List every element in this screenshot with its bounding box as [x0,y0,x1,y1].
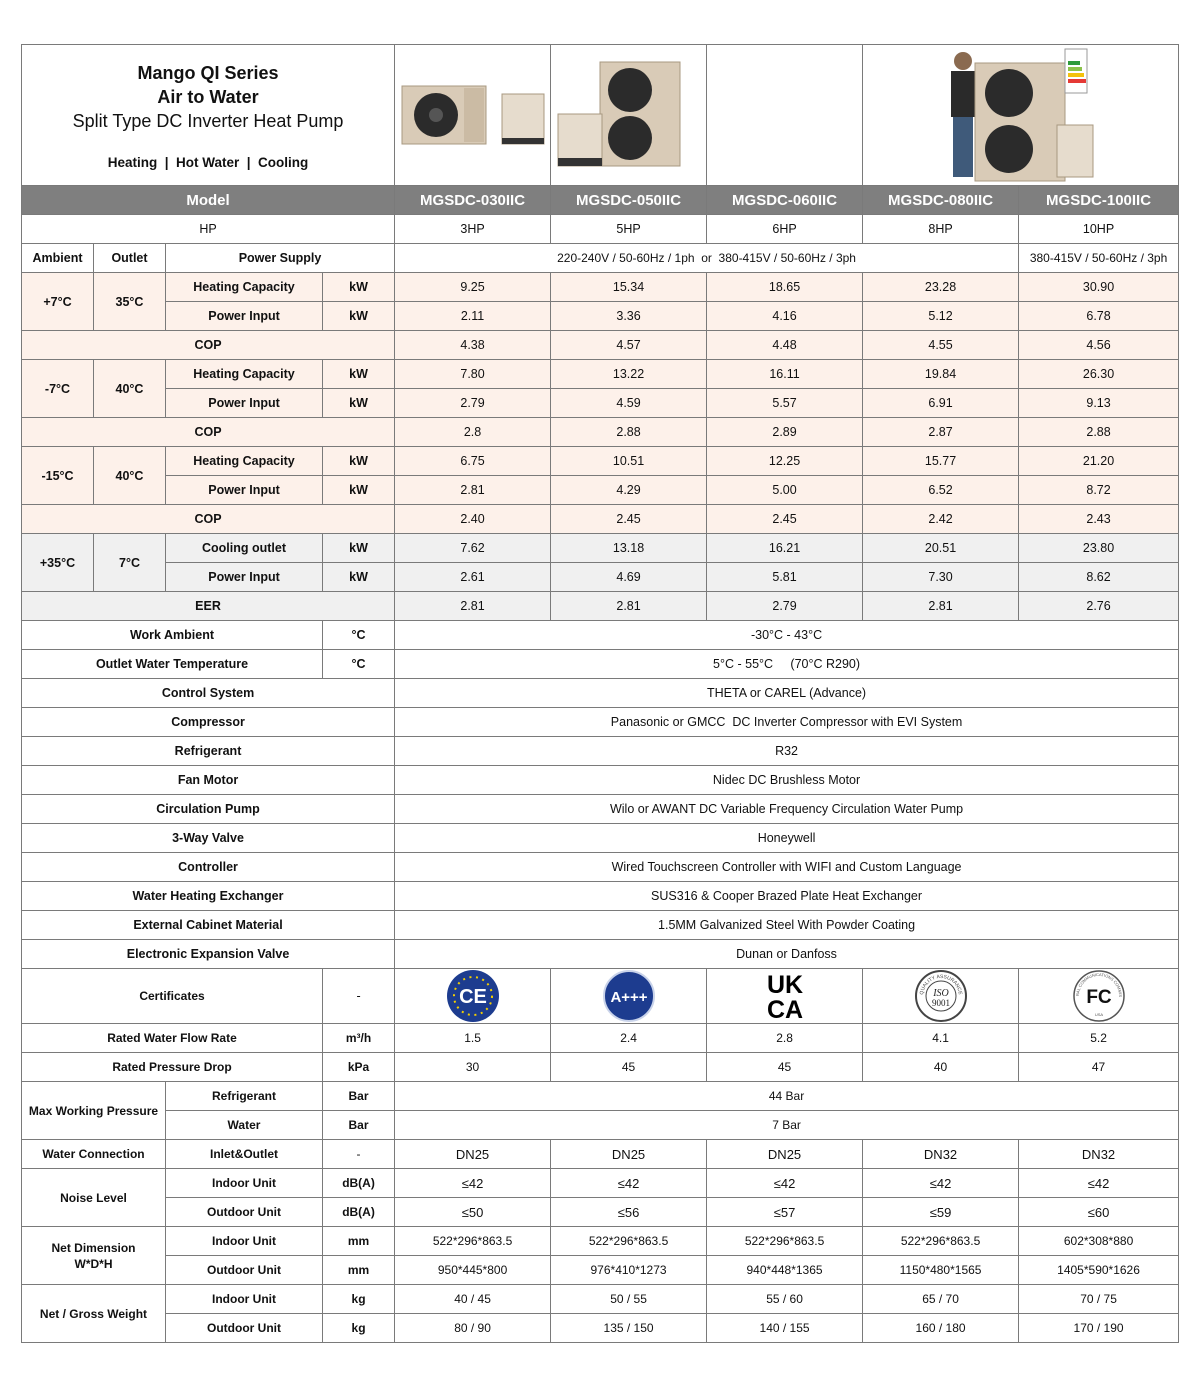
outdoor-noise-value: ≤50 [395,1198,551,1227]
unit-label: kW [323,360,395,389]
spec-label: Controller [22,853,395,882]
noise-level-label: Noise Level [22,1169,166,1227]
pressure-drop-label: Rated Pressure Drop [22,1053,323,1082]
outdoor-weight-value: 140 / 155 [707,1314,863,1343]
product-image-080-100 [863,45,1179,186]
eer-value: 2.76 [1019,592,1179,621]
cop-value: 2.40 [395,505,551,534]
eer-label: EER [22,592,395,621]
outlet-value: 7°C [94,534,166,592]
cop-value: 2.45 [551,505,707,534]
ambient-value: +7°C [22,273,94,331]
unit-label: dB(A) [323,1169,395,1198]
cooling-value: 20.51 [863,534,1019,563]
unit-label: kW [323,447,395,476]
power-input-value: 5.81 [707,563,863,592]
cop-value: 2.88 [551,418,707,447]
cop-label: COP [22,331,395,360]
unit-label: °C [323,650,395,679]
indoor-dimension-value: 522*296*863.5 [551,1227,707,1256]
pressure-drop-value: 45 [707,1053,863,1082]
outdoor-dimension-value: 950*445*800 [395,1256,551,1285]
max-pressure-label: Max Working Pressure [22,1082,166,1140]
indoor-dimension-value: 522*296*863.5 [863,1227,1019,1256]
weight-label: Net / Gross Weight [22,1285,166,1343]
ambient-value: -15°C [22,447,94,505]
cop-label: COP [22,505,395,534]
cop-value: 2.89 [707,418,863,447]
series-title: Mango QI Series [137,62,279,83]
outdoor-unit-label: Outdoor Unit [166,1256,323,1285]
ambient-header: Ambient [22,244,94,273]
indoor-dimension-value: 602*308*880 [1019,1227,1179,1256]
flow-rate-label: Rated Water Flow Rate [22,1024,323,1053]
cooling-value: 13.18 [551,534,707,563]
refrigerant-pressure-label: Refrigerant [166,1082,323,1111]
cooling-outlet-label: Cooling outlet [166,534,323,563]
refrigerant-pressure-value: 44 Bar [395,1082,1179,1111]
indoor-noise-value: ≤42 [863,1169,1019,1198]
power-input-value: 2.11 [395,302,551,331]
cop-value: 4.48 [707,331,863,360]
spec-label: Circulation Pump [22,795,395,824]
indoor-unit-label: Indoor Unit [166,1285,323,1314]
unit-label: kW [323,534,395,563]
cop-value: 2.87 [863,418,1019,447]
spec-value: Nidec DC Brushless Motor [395,766,1179,795]
ce-cert-cell [395,969,551,1024]
outlet-temp-label: Outlet Water Temperature [22,650,323,679]
ambient-value: -7°C [22,360,94,418]
spec-value: Wilo or AWANT DC Variable Frequency Circulation Water Pump [395,795,1179,824]
pressure-drop-value: 30 [395,1053,551,1082]
unit-label: kW [323,302,395,331]
fcc-text: FC [1085,987,1112,1008]
water-pressure-value: 7 Bar [395,1111,1179,1140]
indoor-noise-value: ≤42 [551,1169,707,1198]
model-name: MGSDC-050IIC [551,186,707,215]
eer-value: 2.81 [863,592,1019,621]
heating-capacity-value: 7.80 [395,360,551,389]
spec-value: THETA or CAREL (Advance) [395,679,1179,708]
unit-label: m³/h [323,1024,395,1053]
indoor-noise-value: ≤42 [707,1169,863,1198]
outdoor-unit-label: Outdoor Unit [166,1198,323,1227]
indoor-weight-value: 40 / 45 [395,1285,551,1314]
hp-value: 10HP [1019,215,1179,244]
spec-label: Compressor [22,708,395,737]
cop-value: 4.56 [1019,331,1179,360]
outdoor-dimension-value: 976*410*1273 [551,1256,707,1285]
cop-value: 4.57 [551,331,707,360]
cop-value: 4.55 [863,331,1019,360]
outdoor-noise-value: ≤59 [863,1198,1019,1227]
power-input-value: 2.61 [395,563,551,592]
water-connection-value: DN32 [1019,1140,1179,1169]
water-connection-label: Water Connection [22,1140,166,1169]
power-input-value: 5.00 [707,476,863,505]
ukca-cert-cell [707,969,863,1024]
iso-ring-text: QUALITY ASSURANCE [918,973,963,996]
unit-label: mm [323,1256,395,1285]
unit-label: Bar [323,1082,395,1111]
cop-value: 2.42 [863,505,1019,534]
power-input-label: Power Input [166,389,323,418]
outlet-value: 40°C [94,447,166,505]
ce-mark-icon [446,969,500,1023]
unit-label: Bar [323,1111,395,1140]
heating-capacity-value: 26.30 [1019,360,1179,389]
product-image-050 [551,45,707,186]
heating-capacity-label: Heating Capacity [166,273,323,302]
pressure-drop-value: 47 [1019,1053,1179,1082]
spec-value: Dunan or Danfoss [395,940,1179,969]
model-name: MGSDC-100IIC [1019,186,1179,215]
heating-capacity-label: Heating Capacity [166,447,323,476]
product-image-030 [395,45,551,186]
heating-capacity-value: 15.34 [551,273,707,302]
indoor-weight-value: 55 / 60 [707,1285,863,1314]
flow-rate-value: 4.1 [863,1024,1019,1053]
indoor-unit-label: Indoor Unit [166,1169,323,1198]
spec-label: Fan Motor [22,766,395,795]
energy-class-text: A+++ [609,989,648,1006]
power-input-value: 6.91 [863,389,1019,418]
iso-9001-icon [914,969,968,1023]
indoor-noise-value: ≤42 [395,1169,551,1198]
power-input-value: 6.78 [1019,302,1179,331]
heating-capacity-value: 19.84 [863,360,1019,389]
unit-label: kg [323,1314,395,1343]
indoor-noise-value: ≤42 [1019,1169,1179,1198]
outdoor-dimension-value: 1150*480*1565 [863,1256,1019,1285]
eer-value: 2.81 [551,592,707,621]
spec-label: Electronic Expansion Valve [22,940,395,969]
cop-value: 2.88 [1019,418,1179,447]
outdoor-weight-value: 80 / 90 [395,1314,551,1343]
indoor-weight-value: 65 / 70 [863,1285,1019,1314]
outdoor-noise-value: ≤57 [707,1198,863,1227]
heating-capacity-value: 30.90 [1019,273,1179,302]
spec-label: 3-Way Valve [22,824,395,853]
hp-value: 8HP [863,215,1019,244]
ukca-bottom-text: CA [766,996,803,1023]
eer-value: 2.79 [707,592,863,621]
spec-value: SUS316 & Cooper Brazed Plate Heat Exchanger [395,882,1179,911]
outdoor-unit-large-with-person-image [941,45,1101,185]
power-input-value: 4.29 [551,476,707,505]
fcc-usa-text: USA [1094,1012,1103,1017]
ukca-mark-icon [758,969,812,1023]
series-type: Split Type DC Inverter Heat Pump [72,110,344,131]
iso-number-text: 9001 [931,998,950,1008]
unit-label: kPa [323,1053,395,1082]
series-subtitle: Air to Water [157,86,259,107]
eer-value: 2.81 [395,592,551,621]
water-connection-value: DN25 [707,1140,863,1169]
work-ambient-label: Work Ambient [22,621,323,650]
water-connection-value: DN32 [863,1140,1019,1169]
heating-capacity-label: Heating Capacity [166,360,323,389]
spec-value: 1.5MM Galvanized Steel With Powder Coating [395,911,1179,940]
fcc-mark-icon [1072,969,1126,1023]
power-input-value: 4.59 [551,389,707,418]
unit-label: dB(A) [323,1198,395,1227]
power-input-value: 2.81 [395,476,551,505]
spec-value: Panasonic or GMCC DC Inverter Compressor with EVI System [395,708,1179,737]
power-input-value: 3.36 [551,302,707,331]
heating-capacity-value: 16.11 [707,360,863,389]
power-input-label: Power Input [166,563,323,592]
model-name: MGSDC-080IIC [863,186,1019,215]
water-connection-value: DN25 [551,1140,707,1169]
fcc-ring-text: RAL COMMUNICATIONS COMMIS [1074,971,1123,998]
spec-value: R32 [395,737,1179,766]
certificates-label: Certificates [22,969,323,1024]
title-block [22,45,395,186]
hp-label: HP [22,215,395,244]
power-input-value: 4.16 [707,302,863,331]
power-input-value: 8.62 [1019,563,1179,592]
heating-capacity-value: 15.77 [863,447,1019,476]
pressure-drop-value: 45 [551,1053,707,1082]
heating-capacity-value: 23.28 [863,273,1019,302]
net-dimension-label: Net Dimension W*D*H [22,1227,166,1285]
outdoor-unit-double-fan-image [554,60,704,170]
water-connection-value: DN25 [395,1140,551,1169]
inlet-outlet-label: Inlet&Outlet [166,1140,323,1169]
power-input-value: 2.79 [395,389,551,418]
hp-value: 5HP [551,215,707,244]
pressure-drop-value: 40 [863,1053,1019,1082]
heating-capacity-value: 6.75 [395,447,551,476]
outdoor-unit-label: Outdoor Unit [166,1314,323,1343]
indoor-weight-value: 50 / 55 [551,1285,707,1314]
outdoor-weight-value: 160 / 180 [863,1314,1019,1343]
heating-capacity-value: 10.51 [551,447,707,476]
work-ambient-value: -30°C - 43°C [395,621,1179,650]
model-name: MGSDC-060IIC [707,186,863,215]
indoor-unit-label: Indoor Unit [166,1227,323,1256]
product-image-060 [707,45,863,186]
operation-modes: Heating | Hot Water | Cooling [107,154,309,170]
outdoor-weight-value: 170 / 190 [1019,1314,1179,1343]
power-supply-value: 220-240V / 50-60Hz / 1ph or 380-415V / 50-60Hz / 3ph [395,244,1019,273]
fcc-cert-cell [1019,969,1179,1024]
water-pressure-label: Water [166,1111,323,1140]
spec-label: Water Heating Exchanger [22,882,395,911]
energy-cert-cell [551,969,707,1024]
cop-value: 2.45 [707,505,863,534]
unit-label: kW [323,389,395,418]
power-input-label: Power Input [166,476,323,505]
hp-value: 6HP [707,215,863,244]
unit-label: kW [323,563,395,592]
cooling-value: 23.80 [1019,534,1179,563]
outdoor-noise-value: ≤60 [1019,1198,1179,1227]
flow-rate-value: 1.5 [395,1024,551,1053]
outlet-temp-value: 5°C - 55°C (70°C R290) [395,650,1179,679]
cop-label: COP [22,418,395,447]
cop-value: 4.38 [395,331,551,360]
unit-label: kW [323,476,395,505]
power-input-value: 4.69 [551,563,707,592]
heating-capacity-value: 12.25 [707,447,863,476]
power-input-value: 5.12 [863,302,1019,331]
outdoor-unit-small-image [398,80,548,150]
spec-value: Wired Touchscreen Controller with WIFI and Custom Language [395,853,1179,882]
flow-rate-value: 2.4 [551,1024,707,1053]
power-input-value: 7.30 [863,563,1019,592]
outdoor-dimension-value: 940*448*1365 [707,1256,863,1285]
outdoor-dimension-value: 1405*590*1626 [1019,1256,1179,1285]
spec-label: External Cabinet Material [22,911,395,940]
outlet-header: Outlet [94,244,166,273]
flow-rate-value: 5.2 [1019,1024,1179,1053]
iso-cert-cell [863,969,1019,1024]
spec-label: Refrigerant [22,737,395,766]
outlet-value: 35°C [94,273,166,331]
spec-label: Control System [22,679,395,708]
model-name: MGSDC-030IIC [395,186,551,215]
unit-label: - [323,969,395,1024]
unit-label: kg [323,1285,395,1314]
heating-capacity-value: 13.22 [551,360,707,389]
spec-table [21,44,1179,1343]
outdoor-noise-value: ≤56 [551,1198,707,1227]
power-input-value: 5.57 [707,389,863,418]
cooling-value: 7.62 [395,534,551,563]
indoor-dimension-value: 522*296*863.5 [707,1227,863,1256]
heating-capacity-value: 18.65 [707,273,863,302]
ce-mark-text: CE [458,986,487,1008]
heating-capacity-value: 9.25 [395,273,551,302]
power-input-value: 8.72 [1019,476,1179,505]
unit-label: kW [323,273,395,302]
cop-value: 2.8 [395,418,551,447]
indoor-dimension-value: 522*296*863.5 [395,1227,551,1256]
model-label: Model [22,186,395,215]
heating-capacity-value: 21.20 [1019,447,1179,476]
power-supply-value: 380-415V / 50-60Hz / 3ph [1019,244,1179,273]
spec-value: Honeywell [395,824,1179,853]
iso-text: ISO [932,988,949,999]
cop-value: 2.43 [1019,505,1179,534]
energy-class-icon [602,969,656,1023]
unit-label: mm [323,1227,395,1256]
power-input-value: 9.13 [1019,389,1179,418]
outlet-value: 40°C [94,360,166,418]
unit-label: - [323,1140,395,1169]
cooling-value: 16.21 [707,534,863,563]
indoor-weight-value: 70 / 75 [1019,1285,1179,1314]
ambient-value: +35°C [22,534,94,592]
unit-label: °C [323,621,395,650]
hp-value: 3HP [395,215,551,244]
power-supply-label: Power Supply [166,244,395,273]
power-input-label: Power Input [166,302,323,331]
power-input-value: 6.52 [863,476,1019,505]
outdoor-weight-value: 135 / 150 [551,1314,707,1343]
flow-rate-value: 2.8 [707,1024,863,1053]
ukca-top-text: UK [766,971,803,999]
